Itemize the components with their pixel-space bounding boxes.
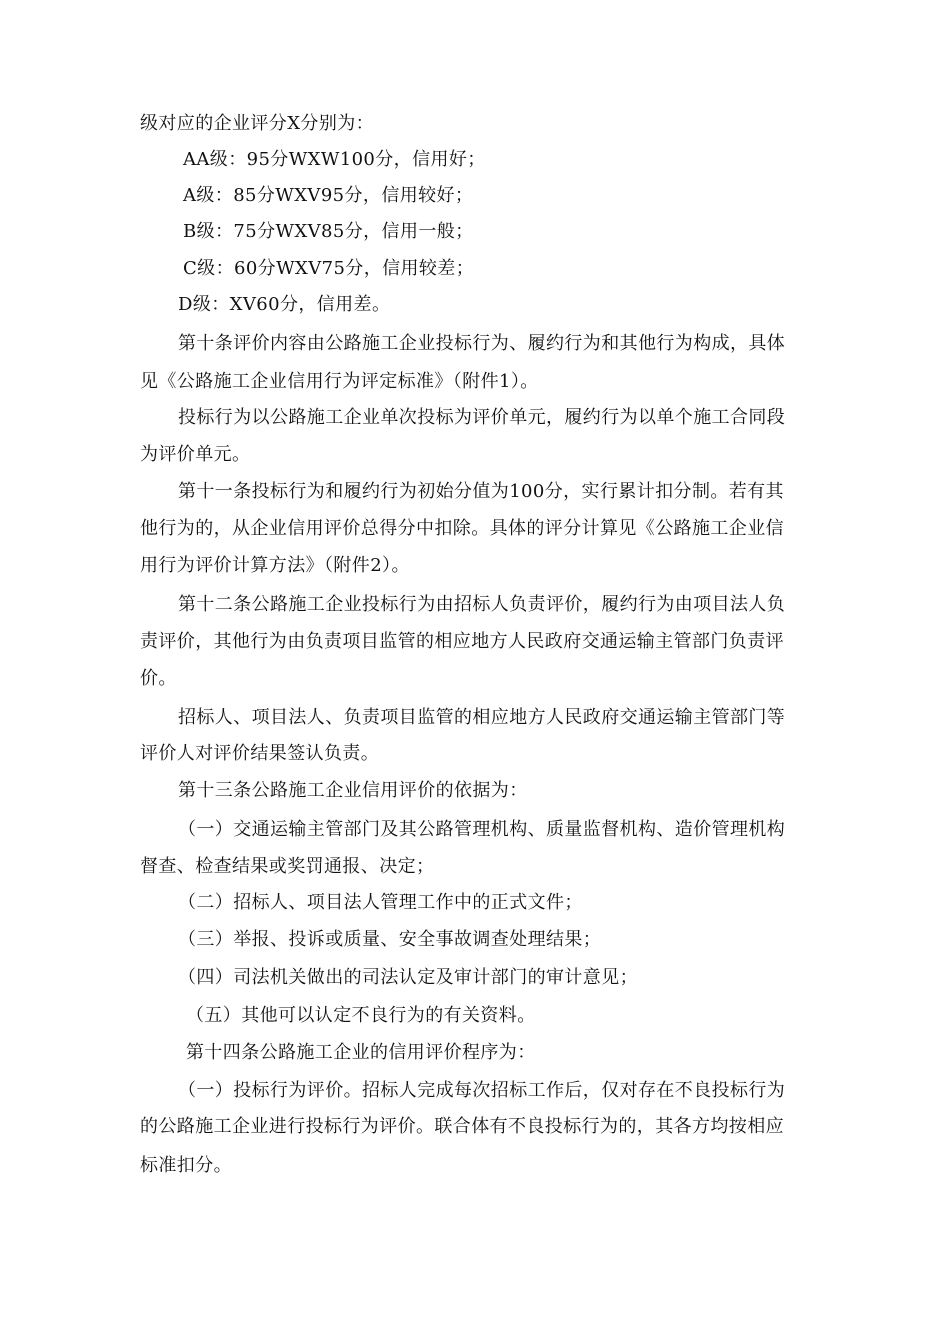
text-line: 第十一条投标行为和履约行为初始分值为100分，实行累计扣分制。若有其 (178, 481, 784, 502)
text-line: （一）投标行为评价。招标人完成每次招标工作后，仅对存在不良投标行为 (178, 1080, 786, 1101)
text-line: （五）其他可以认定不良行为的有关资料。 (186, 1005, 536, 1026)
text-line: AA级：95分WXW100分，信用好； (183, 149, 486, 170)
text-line: 的公路施工企业进行投标行为评价。联合体有不良投标行为的，其各方均按相应 (140, 1116, 784, 1137)
text-line: 第十二条公路施工企业投标行为由招标人负责评价，履约行为由项目法人负 (178, 594, 786, 615)
text-line: 用行为评价计算方法》（附件2）。 (140, 555, 410, 576)
text-line: 他行为的，从企业信用评价总得分中扣除。具体的评分计算见《公路施工企业信 (140, 518, 784, 539)
text-line: 责评价，其他行为由负责项目监管的相应地方人民政府交通运输主管部门负责评 (140, 631, 784, 652)
text-line: 价。 (140, 668, 177, 689)
text-line: 为评价单元。 (140, 444, 251, 465)
text-line: 第十三条公路施工企业信用评价的依据为： (178, 780, 528, 801)
text-line: 招标人、项目法人、负责项目监管的相应地方人民政府交通运输主管部门等 (178, 707, 786, 728)
text-line: （二）招标人、项目法人管理工作中的正式文件； (178, 892, 583, 913)
text-line: （四）司法机关做出的司法认定及审计部门的审计意见； (178, 967, 638, 988)
text-line: 标准扣分。 (140, 1155, 232, 1176)
text-line: A级：85分WXV95分，信用较好； (183, 185, 474, 206)
text-line: 督查、检查结果或奖罚通报、决定； (140, 856, 435, 877)
text-line: （三）举报、投诉或质量、安全事故调查处理结果； (178, 929, 602, 950)
text-line: 投标行为以公路施工企业单次投标为评价单元，履约行为以单个施工合同段 (178, 407, 786, 428)
text-line: 级对应的企业评分X分别为： (140, 113, 375, 134)
text-line: 第十条评价内容由公路施工企业投标行为、履约行为和其他行为构成，具体 (178, 333, 786, 354)
text-line: （一）交通运输主管部门及其公路管理机构、质量监督机构、造价管理机构 (178, 819, 786, 840)
text-line: 第十四条公路施工企业的信用评价程序为： (186, 1042, 536, 1063)
text-line: 评价人对评价结果签认负责。 (140, 743, 380, 764)
text-line: 见《公路施工企业信用行为评定标准》（附件1）。 (140, 371, 539, 392)
text-line: D级：XV60分，信用差。 (178, 294, 391, 315)
text-line: B级：75分WXV85分，信用一般； (183, 221, 474, 242)
text-line: C级：60分WXV75分，信用较差； (183, 258, 475, 279)
